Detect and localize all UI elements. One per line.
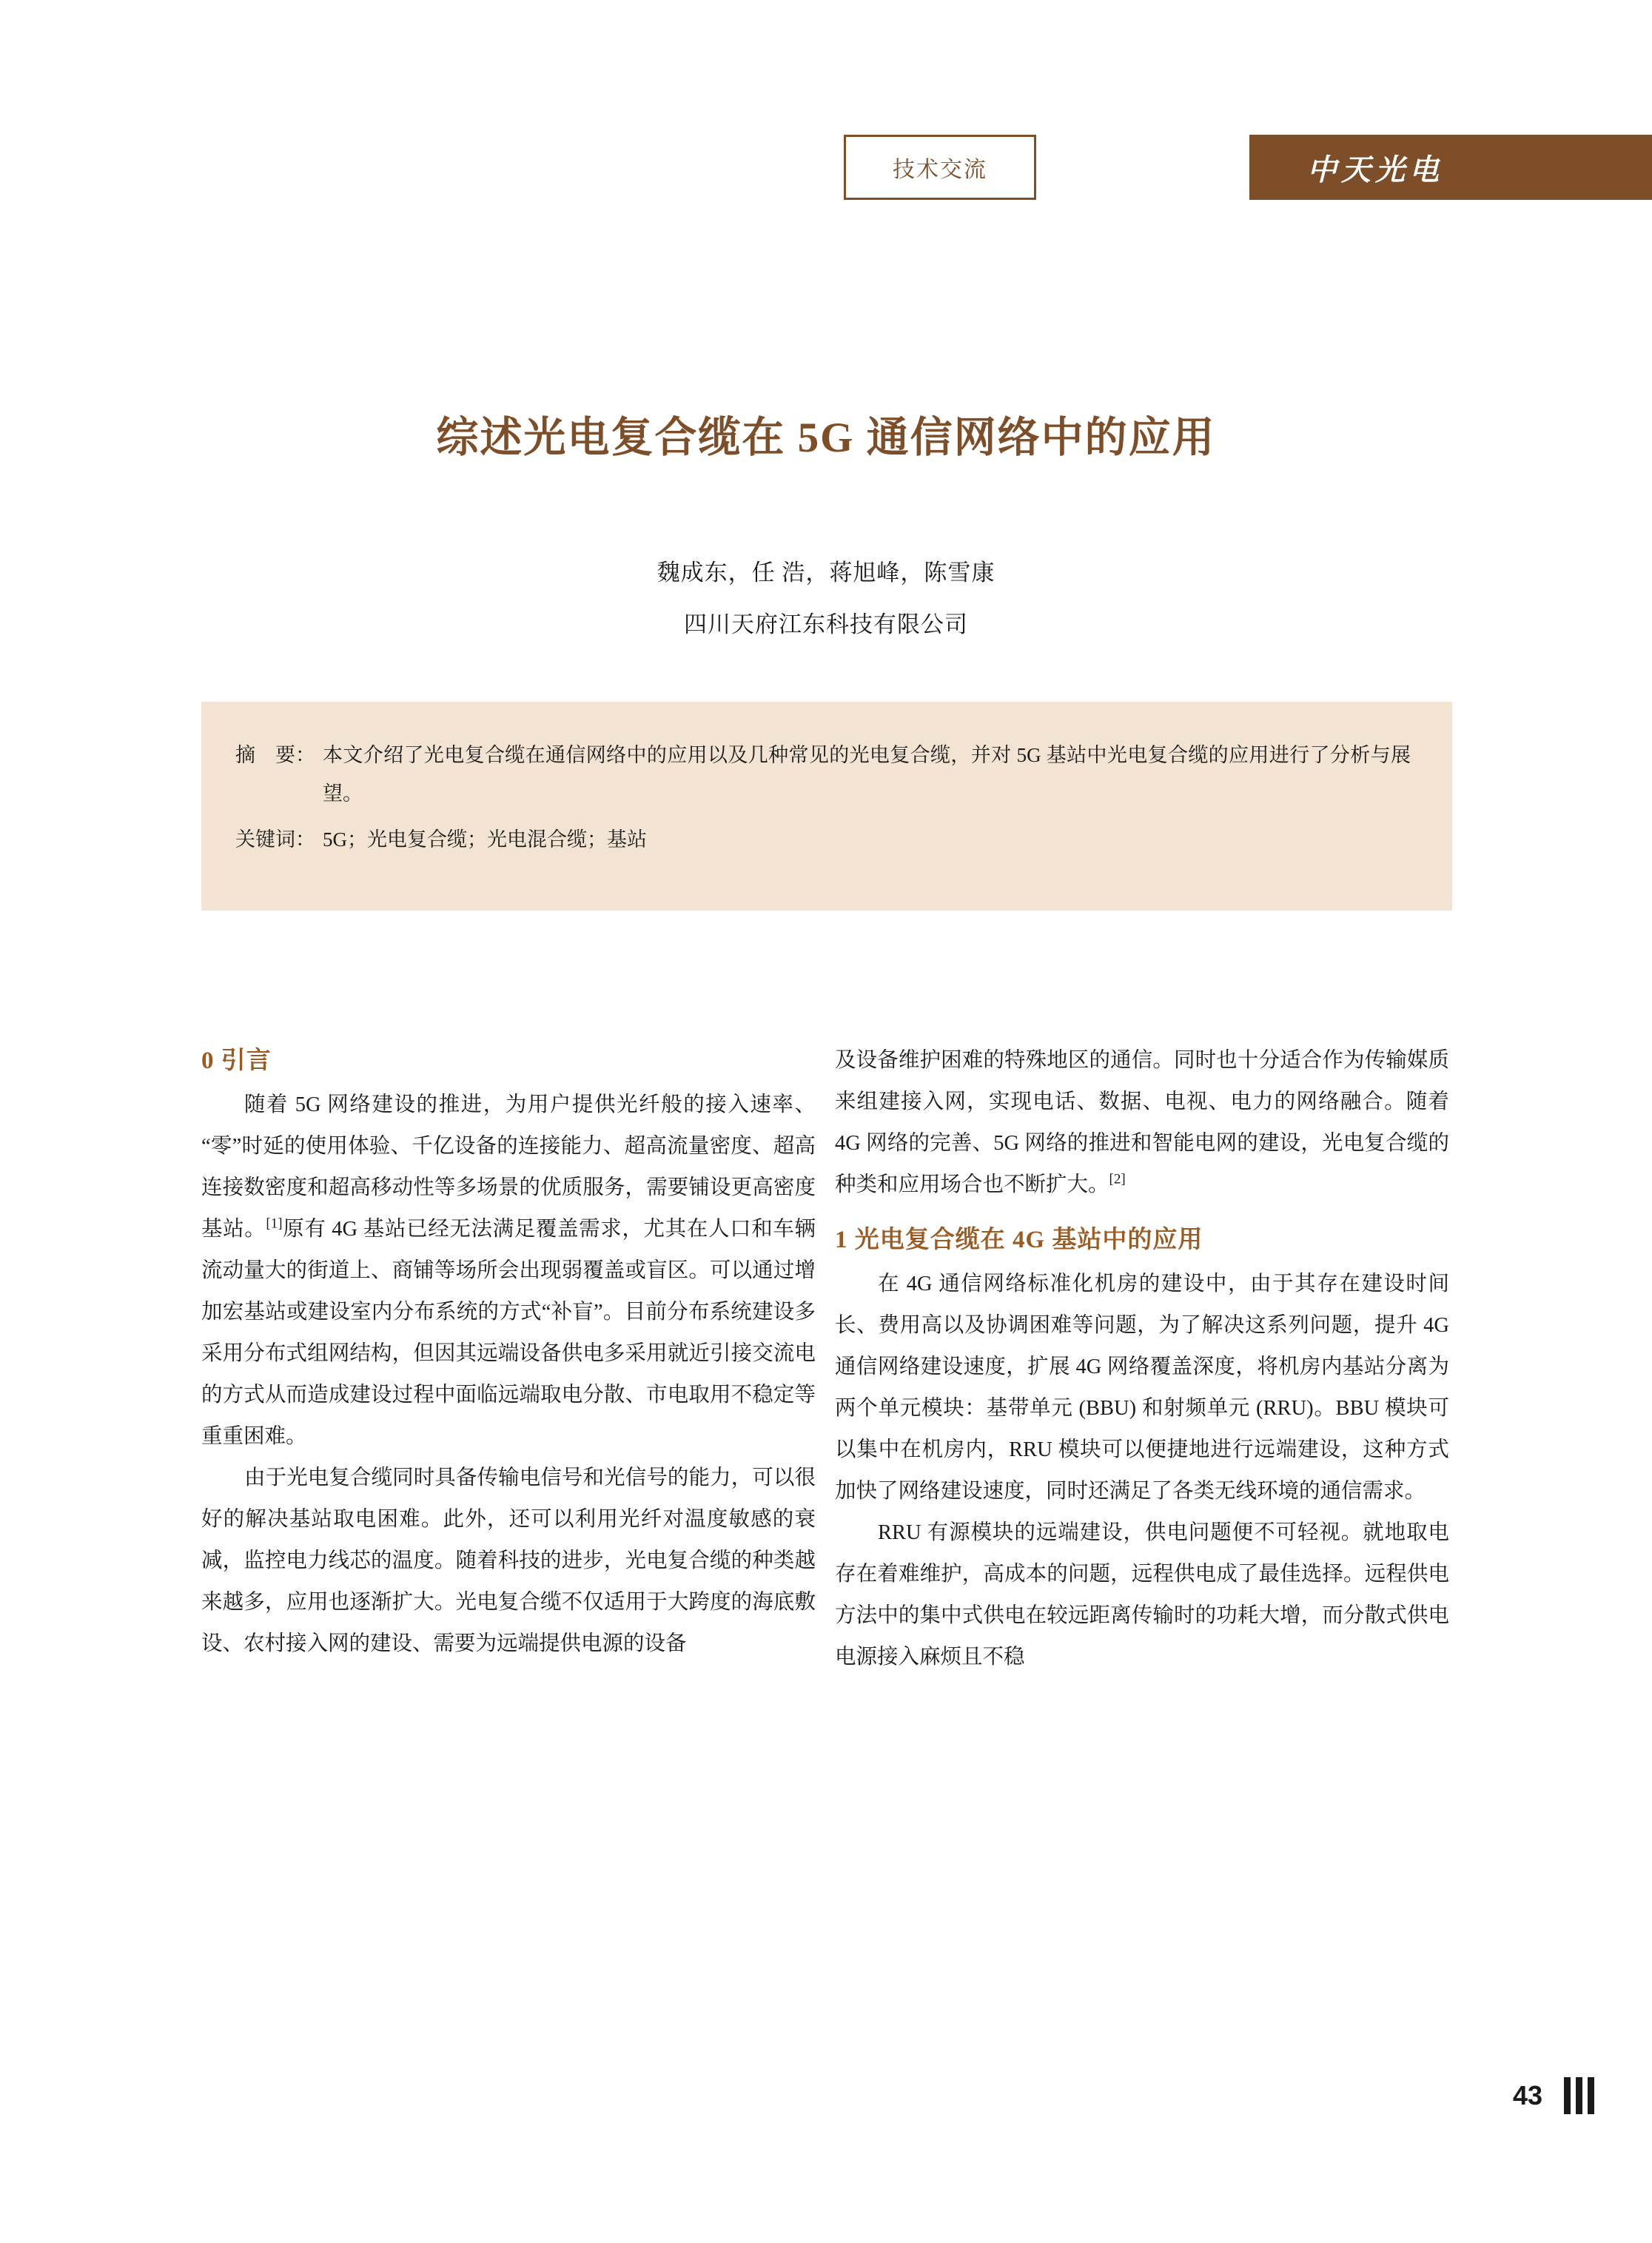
affiliation: 四川天府江东科技有限公司 <box>684 611 968 637</box>
header-section-tab: 技术交流 <box>844 135 1036 200</box>
footer-bars-decoration <box>1564 2077 1594 2114</box>
paragraph: 在 4G 通信网络标准化机房的建设中，由于其存在建设时间长、费用高以及协调困难等问题，为了解决这系列问题，提升 4G 通信网络建设速度，扩展 4G 网络覆盖深度，将机房内基站分离为两个单元模块：基带单元 (BBU) 和射频单元 (RRU)。BBU 模块可以集中在机房内，RRU 模块可以便捷地进行远端建设，这种方式加快了网络建设速度，同时还满足了各类无线环境的通信需求。 <box>835 1273 1449 1503</box>
page-header <box>0 135 1652 200</box>
page-footer <box>0 2080 1652 2125</box>
abstract-text: 本文介绍了光电复合缆在通信网络中的应用以及几种常见的光电复合缆，并对 5G 基站中光电复合缆的应用进行了分析与展望。 <box>323 744 1411 805</box>
paragraph-text-cont: 原有 4G 基站已经无法满足覆盖需求，尤其在人口和车辆流动量大的街道上、商铺等场所会出现弱覆盖或盲区。可以通过增加宏基站或建设室内分布系统的方式“补盲”。目前分布系统建设多采用分布式组网结构，但因其远端设备供电多采用就近引接交流电的方式从而造成建设过程中面临远端取电分散、市电取用不稳定等重重困难。 <box>201 1218 816 1448</box>
paragraph <box>835 1040 1449 1206</box>
header-brand-logo: 中天光电 <box>1249 135 1652 200</box>
abstract-box <box>201 702 1452 911</box>
section-heading-intro: 0 引言 <box>201 1047 272 1074</box>
abstract-row <box>235 736 1411 813</box>
keywords-row <box>235 820 1411 859</box>
abstract-label: 摘 要： <box>235 744 315 766</box>
citation-ref: [1] <box>266 1216 283 1232</box>
body-column-left <box>201 1040 816 1665</box>
author-list: 魏成东，任 浩，蒋旭峰，陈雪康 <box>657 560 995 586</box>
section-heading-1: 1 光电复合缆在 4G 基站中的应用 <box>835 1227 1203 1253</box>
body-column-right <box>835 1040 1449 1678</box>
citation-ref: [2] <box>1109 1171 1126 1187</box>
keywords-text: 5G；光电复合缆；光电混合缆；基站 <box>323 828 647 851</box>
paragraph <box>201 1084 816 1458</box>
paragraph-text: 及设备维护困难的特殊地区的通信。同时也十分适合作为传输媒质来组建接入网，实现电话、数据、电视、电力的网络融合。随着 4G 网络的完善、5G 网络的推进和智能电网的建设，光电复合缆的种类和应用场合也不断扩大。 <box>835 1049 1449 1196</box>
keywords-label: 关键词： <box>235 828 315 851</box>
paragraph: 由于光电复合缆同时具备传输电信号和光信号的能力，可以很好的解决基站取电困难。此外，还可以利用光纤对温度敏感的衰减，监控电力线芯的温度。随着科技的进步，光电复合缆的种类越来越多，应用也逐渐扩大。光电复合缆不仅适用于大跨度的海底敷设、农村接入网的建设、需要为远端提供电源的设备 <box>201 1466 816 1655</box>
page-number: 43 <box>1512 2080 1542 2110</box>
paragraph: RRU 有源模块的远端建设，供电问题便不可轻视。就地取电存在着难维护，高成本的问题，远程供电成了最佳选择。远程供电方法中的集中式供电在较远距离传输时的功耗大增，而分散式供电电源接入麻烦且不稳 <box>835 1521 1449 1669</box>
paragraph-text: 随着 5G 网络建设的推进，为用户提供光纤般的接入速率、“零”时延的使用体验、千亿设备的连接能力、超高流量密度、超高连接数密度和超高移动性等多场景的优质服务，需要铺设更高密度基站。 <box>201 1093 816 1241</box>
page-title: 综述光电复合缆在 5G 通信网络中的应用 <box>436 415 1216 461</box>
